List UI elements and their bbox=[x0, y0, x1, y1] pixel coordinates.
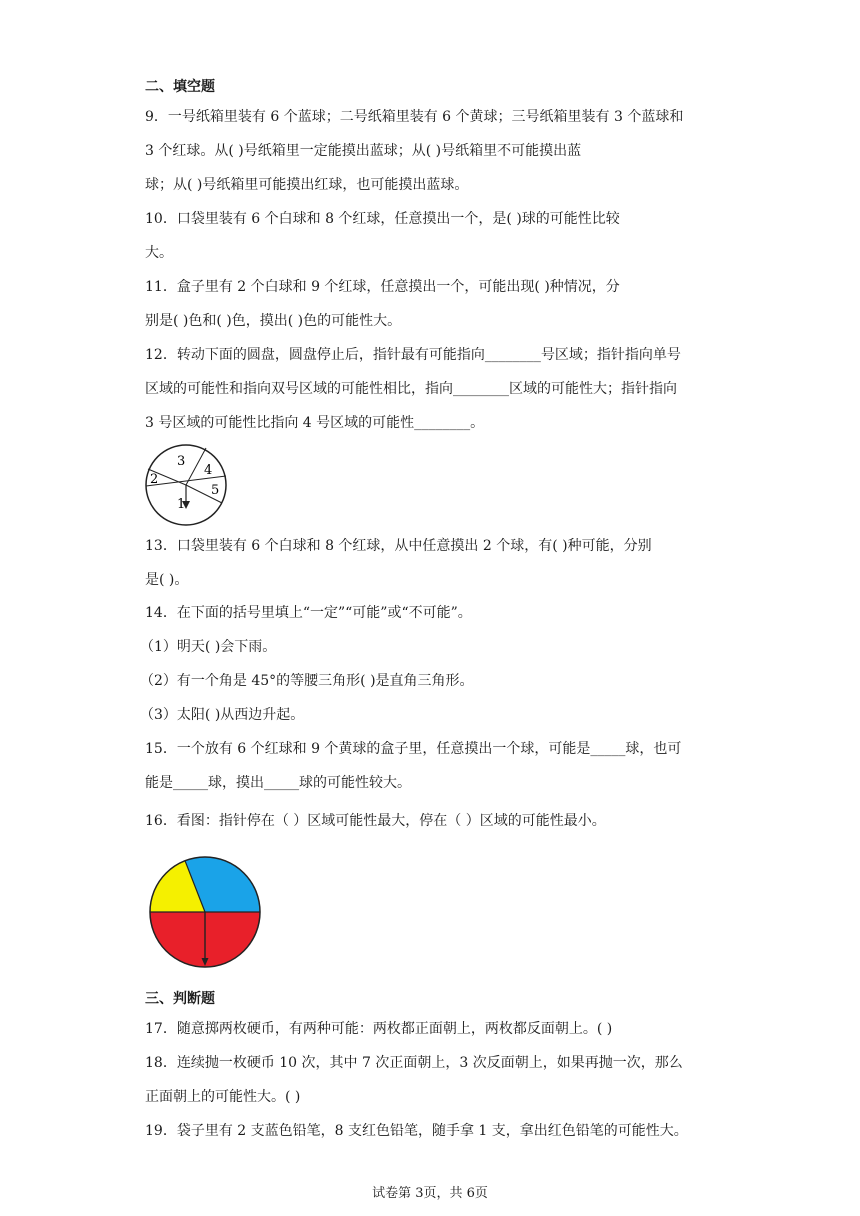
page-footer: 试卷第 3页，共 6页 bbox=[372, 1186, 488, 1201]
question-16-line-1: 16．看图：指针停在（ ）区域可能性最大，停在（ ）区域的可能性最小。 bbox=[145, 813, 606, 829]
question-15-line-1: 15．一个放有 6 个红球和 9 个黄球的盒子里，任意摸出一个球，可能是_____球，也可 bbox=[145, 741, 682, 757]
question-14-sub-3: （3）太阳( )从西边升起。 bbox=[140, 707, 305, 723]
question-18-line-1: 18．连续抛一枚硬币 10 次，其中 7 次正面朝上，3 次反面朝上，如果再抛一次，那么 bbox=[145, 1055, 683, 1071]
numbered-spinner-disk bbox=[140, 443, 232, 527]
disk-label-4: 4 bbox=[204, 463, 213, 478]
question-13-line-1: 13．口袋里装有 6 个白球和 8 个红球，从中任意摸出 2 个球，有( )种可能，分别 bbox=[145, 538, 652, 554]
question-12-line-1: 12．转动下面的圆盘，圆盘停止后，指针最有可能指向________号区域；指针指向单号 bbox=[145, 347, 681, 363]
question-11-line-2: 别是( )色和( )色，摸出( )色的可能性大。 bbox=[145, 313, 402, 329]
question-18-line-2: 正面朝上的可能性大。( ) bbox=[145, 1089, 301, 1105]
question-11-line-1: 11．盒子里有 2 个白球和 9 个红球，任意摸出一个，可能出现( )种情况，分 bbox=[145, 279, 620, 295]
question-9-line-3: 球；从( )号纸箱里可能摸出红球，也可能摸出蓝球。 bbox=[145, 177, 469, 193]
question-17-line-1: 17．随意掷两枚硬币，有两种可能：两枚都正面朝上，两枚都反面朝上。( ) bbox=[145, 1021, 613, 1037]
section-fill-blank-heading: 二、填空题 bbox=[145, 79, 215, 95]
disk-label-3: 3 bbox=[177, 454, 186, 469]
disk-label-1: 1 bbox=[177, 497, 186, 512]
question-14-sub-1: （1）明天( )会下雨。 bbox=[140, 639, 277, 655]
question-10-line-2: 大。 bbox=[145, 245, 173, 261]
question-15-line-2: 能是_____球，摸出_____球的可能性较大。 bbox=[145, 775, 411, 791]
question-9-line-1: 9．一号纸箱里装有 6 个蓝球；二号纸箱里装有 6 个黄球；三号纸箱里装有 3 个蓝球和 bbox=[145, 109, 684, 125]
question-10-line-1: 10．口袋里装有 6 个白球和 8 个红球，任意摸出一个，是( )球的可能性比较 bbox=[145, 211, 620, 227]
question-12-line-2: 区域的可能性和指向双号区域的可能性相比，指向________区域的可能性大；指针指向 bbox=[145, 381, 677, 397]
question-12-line-3: 3 号区域的可能性比指向 4 号区域的可能性________。 bbox=[145, 415, 485, 431]
colored-spinner-disk bbox=[147, 854, 263, 970]
disk-label-2: 2 bbox=[150, 472, 159, 487]
question-9-line-2: 3 个红球。从( )号纸箱里一定能摸出蓝球；从( )号纸箱里不可能摸出蓝 bbox=[145, 143, 582, 159]
disk-label-5: 5 bbox=[211, 483, 220, 498]
section-judge-heading: 三、判断题 bbox=[145, 991, 215, 1007]
question-14-line-1: 14．在下面的括号里填上“一定”“可能”或“不可能”。 bbox=[145, 605, 472, 621]
question-19-line-1: 19．袋子里有 2 支蓝色铅笔，8 支红色铅笔，随手拿 1 支，拿出红色铅笔的可能性大。 bbox=[145, 1123, 688, 1139]
question-13-line-2: 是( )。 bbox=[145, 572, 189, 588]
question-14-sub-2: （2）有一个角是 45°的等腰三角形( )是直角三角形。 bbox=[140, 673, 474, 689]
